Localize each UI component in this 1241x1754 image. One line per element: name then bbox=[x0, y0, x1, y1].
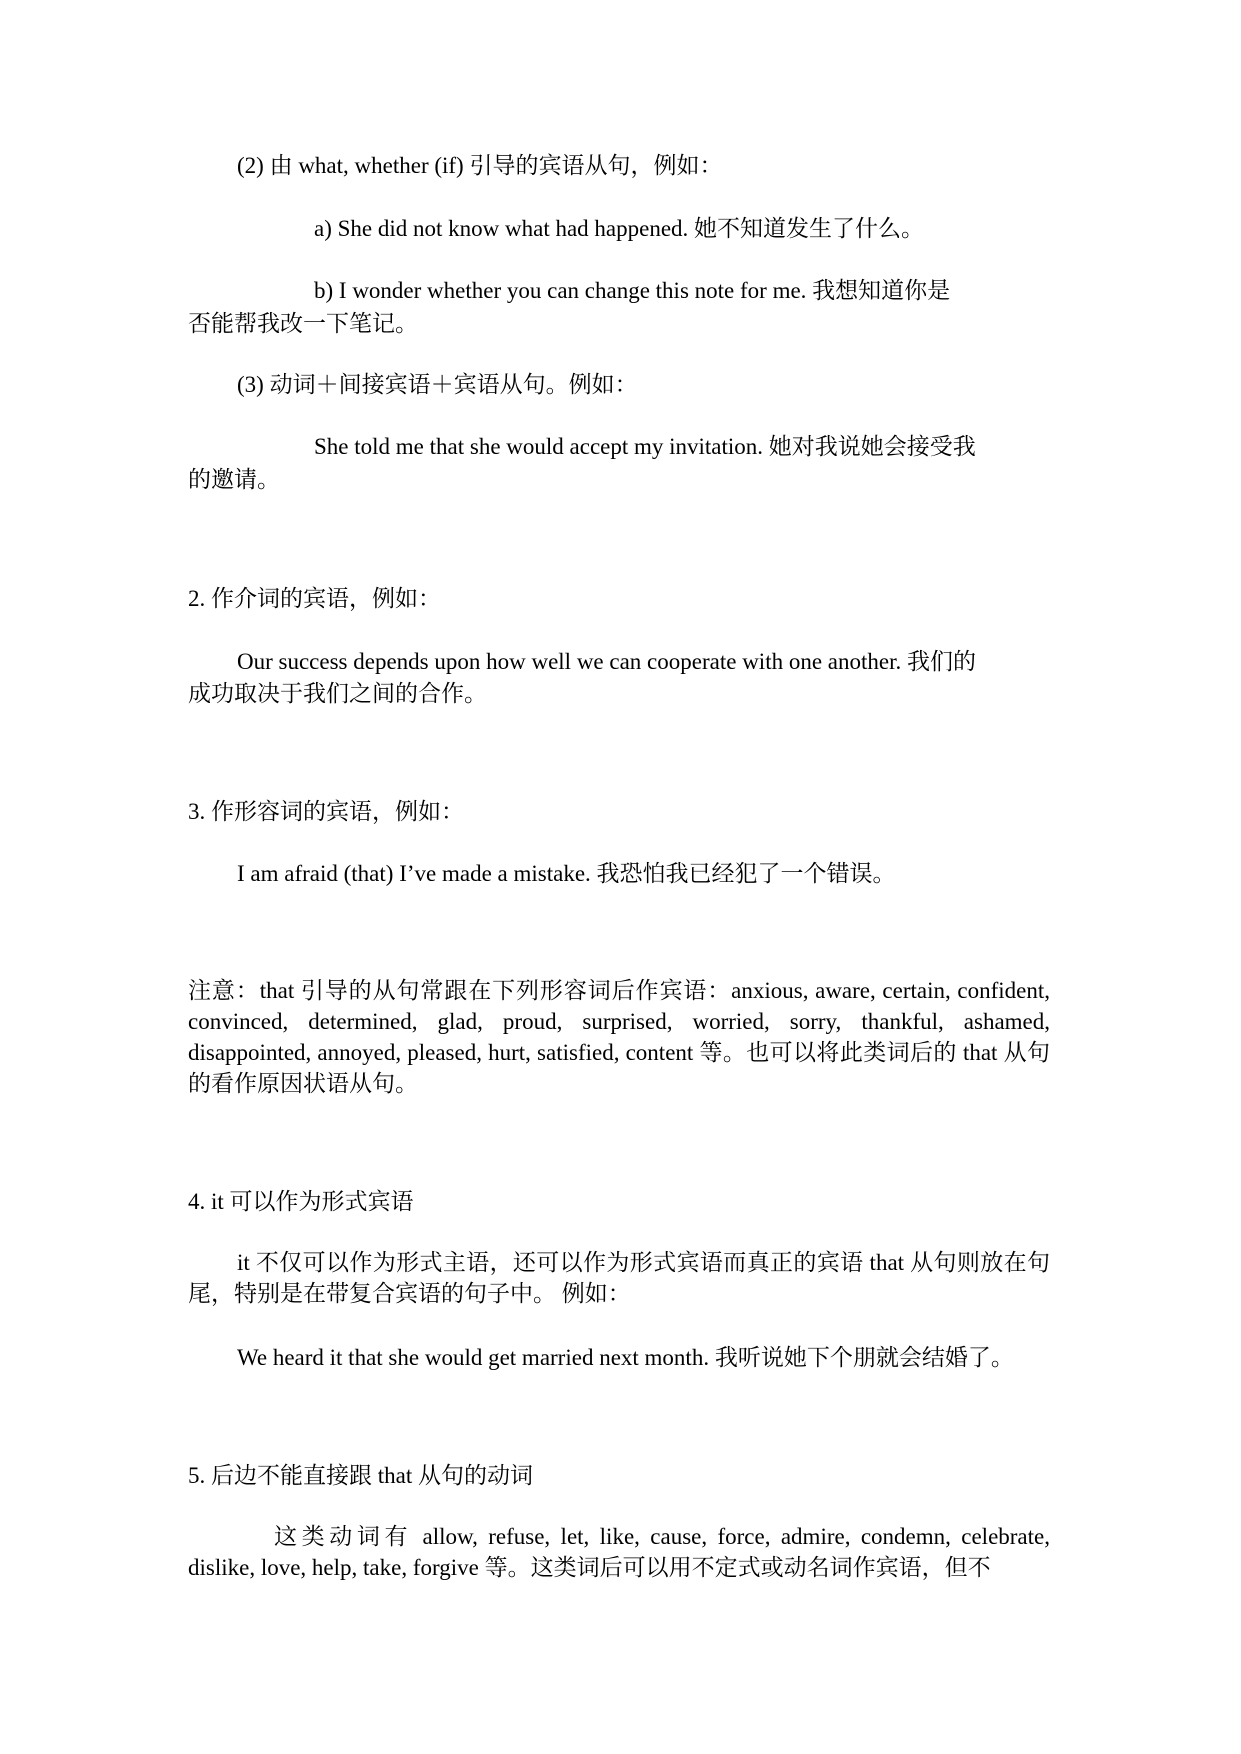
example-married: We heard it that she would get married next month. 我听说她下个朋就会结婚了。 bbox=[237, 1345, 1014, 1370]
example-success-line1: Our success depends upon how well we can cooperate with one another. 我们的 bbox=[237, 649, 976, 674]
note-paragraph: 注意：that 引导的从句常跟在下列形容词后作宾语：anxious, aware, certain, confident, convinced, determined, glad, proud, surprised, worried, sorry, thankful, ashamed, disappointed, annoyed, pleased, hurt, satisfied, content 等。也可以将此类词后的 that 从句的看作原因状语从句。 bbox=[188, 978, 1050, 1096]
section-heading-4: 4. it 可以作为形式宾语 bbox=[188, 1189, 414, 1214]
example-afraid: I am afraid (that) I’ve made a mistake. 我恐怕我已经犯了一个错误。 bbox=[237, 861, 896, 886]
section-heading-5: 5. 后边不能直接跟 that 从句的动词 bbox=[188, 1463, 533, 1488]
example-told-line2: 的邀请。 bbox=[188, 467, 280, 492]
example-told-line1: She told me that she would accept my invitation. 她对我说她会接受我 bbox=[314, 434, 976, 459]
clause-item-2: (2) 由 what, whether (if) 引导的宾语从句，例如： bbox=[237, 153, 723, 178]
section-heading-3: 3. 作形容词的宾语，例如： bbox=[188, 799, 464, 824]
example-a: a) She did not know what had happened. 她不知道发生了什么。 bbox=[314, 216, 925, 241]
example-success-line2: 成功取决于我们之间的合作。 bbox=[188, 681, 487, 706]
verbs-paragraph: 这类动词有 allow, refuse, let, like, cause, force, admire, condemn, celebrate, dislike, love, help, take, forgive 等。这类词后可以用不定式或动名词作宾语，但不 bbox=[188, 1524, 1050, 1580]
it-explanation-paragraph: it 不仅可以作为形式主语，还可以作为形式宾语而真正的宾语 that 从句则放在句尾，特别是在带复合宾语的句子中。 例如： bbox=[188, 1250, 1050, 1306]
example-b-line1: b) I wonder whether you can change this note for me. 我想知道你是 bbox=[314, 278, 951, 303]
example-b-line2: 否能帮我改一下笔记。 bbox=[188, 311, 418, 336]
clause-item-3: (3) 动词＋间接宾语＋宾语从句。例如： bbox=[237, 372, 638, 397]
section-heading-2: 2. 作介词的宾语，例如： bbox=[188, 586, 441, 611]
